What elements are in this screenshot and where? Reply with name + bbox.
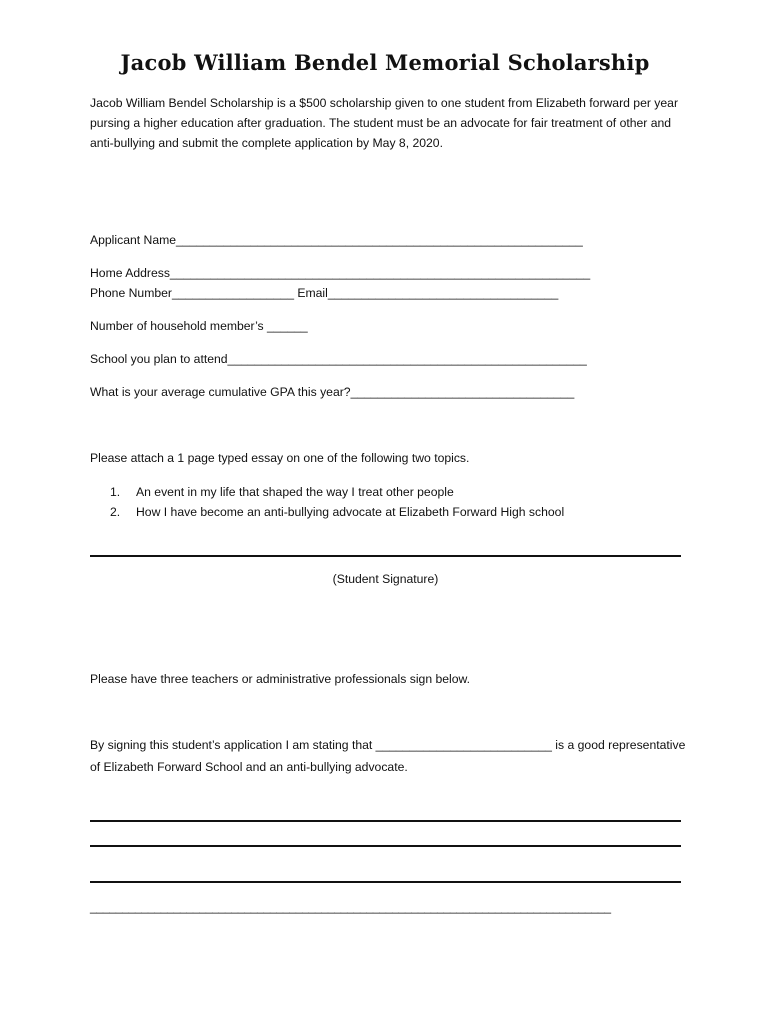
- applicant-name-field[interactable]: Applicant Name____________________________________________________________: [90, 233, 583, 247]
- essay-topics-list: [110, 482, 564, 522]
- student-signature-caption: (Student Signature): [332, 572, 439, 586]
- teacher-signature-line-3[interactable]: [90, 881, 681, 883]
- intro-paragraph: Jacob William Bendel Scholarship is a $500 scholarship given to one student from Elizabeth forward per year pursing a higher education after graduation. The student must be an advocate for fair treatment of other and anti-bullying and submit the complete application by May 8, 2020.: [90, 96, 679, 150]
- statement-paragraph: By signing this student’s application I am stating that __________________________ is a good representative of Elizabeth Forward School and an anti-bullying advocate.: [90, 738, 686, 774]
- essay-instruction: Please attach a 1 page typed essay on one of the following two topics.: [90, 451, 470, 465]
- school-field[interactable]: School you plan to attend_____________________________________________________: [90, 352, 587, 366]
- student-signature-line[interactable]: [90, 555, 681, 557]
- final-signature-line[interactable]: _________________________________________________________________________________: [90, 900, 611, 914]
- teacher-signature-line-1[interactable]: [90, 820, 681, 822]
- page-title: Jacob William Bendel Memorial Scholarship: [120, 50, 650, 75]
- list-item: 2. How I have become an anti-bullying advocate at Elizabeth Forward High school: [110, 505, 565, 519]
- teachers-instruction: Please have three teachers or administrative professionals sign below.: [90, 672, 471, 686]
- household-members-field[interactable]: Number of household member’s ______: [90, 319, 308, 333]
- teacher-signature-line-2[interactable]: [90, 845, 681, 847]
- list-item: 1. An event in my life that shaped the way I treat other people: [110, 485, 454, 499]
- gpa-field[interactable]: What is your average cumulative GPA this year?_________________________________: [90, 385, 575, 399]
- phone-email-field[interactable]: Phone Number__________________ Email__________________________________: [90, 286, 559, 300]
- home-address-field[interactable]: Home Address______________________________________________________________: [90, 266, 591, 280]
